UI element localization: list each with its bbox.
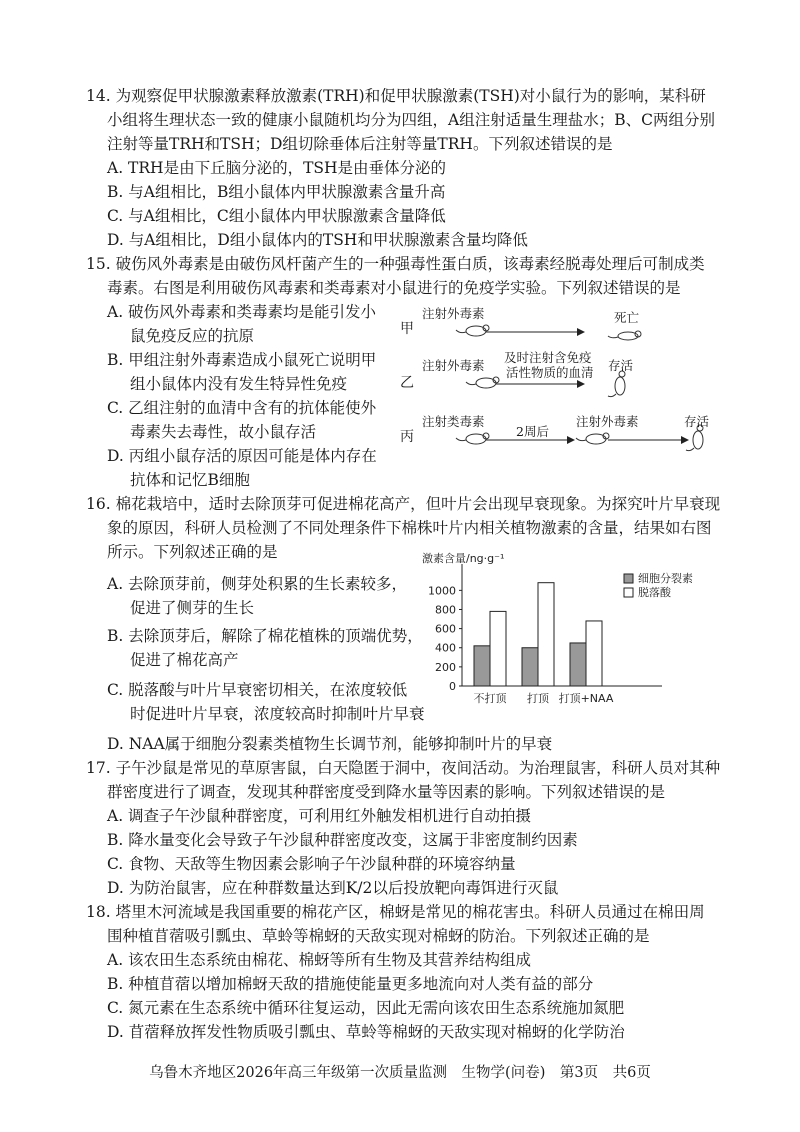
yi-serum-label-line-2: 活性物质的血清 [506,365,594,380]
q16-stem-line-3: 所示。下列叙述正确的是 [107,543,278,561]
q16-option-c-line-1: C. 脱落酸与叶片早衰密切相关，在浓度较低 [107,681,408,699]
y-axis-label: 激素含量/ng·g⁻¹ [422,552,505,565]
y-tick-label: 800 [435,603,456,617]
q15-stem-line-2: 毒素。右图是利用破伤风毒素和类毒素对小鼠进行的免疫学实验。下列叙述错误的是 [107,279,681,297]
x-tick-label: 打顶+NAA [558,692,614,705]
q15-stem-line-1: 15. 破伤风外毒素是由破伤风杆菌产生的一种强毒性蛋白质，该毒素经脱毒处理后可制成类 [86,255,705,273]
page-footer: 乌鲁木齐地区2026年高三年级第一次质量监测 生物学(问卷) 第3页 共6页 [149,1065,651,1081]
q14-option-d: D. 与A组相比，D组小鼠体内的TSH和甲状腺激素含量均降低 [107,231,528,249]
group-jia-label: 甲 [400,321,414,337]
q14-option-c: C. 与A组相比，C组小鼠体内甲状腺激素含量降低 [107,207,446,225]
x-tick-label: 打顶 [527,692,549,705]
q15-option-d-line-1: D. 丙组小鼠存活的原因可能是体内存在 [107,447,377,465]
q14-stem-line-3: 注射等量TRH和TSH；D组切除垂体后注射等量TRH。下列叙述错误的是 [107,135,613,153]
mouse-icon [456,325,489,336]
q15-option-a-line-2: 鼠免疫反应的抗原 [130,327,255,345]
q17-option-c: C. 食物、天敌等生物因素会影响子午沙鼠种群的环境容纳量 [107,855,516,873]
q16-option-c-line-2: 时促进叶片早衰，浓度较高时抑制叶片早衰 [130,705,425,723]
bar-细胞分裂素-打顶 [522,648,538,686]
q18-stem-line-2: 围种植苜蓿吸引瓢虫、草蛉等棉蚜的天敌实现对棉蚜的防治。下列叙述正确的是 [107,927,650,945]
q18-option-c: C. 氮元素在生态系统中循环往复运动，因此无需向该农田生态系统施加氮肥 [107,999,625,1017]
mouse-icon [576,433,609,444]
mouse-icon [456,433,489,444]
bar-脱落酸-打顶+NAA [586,621,602,686]
group-yi-label: 乙 [400,375,414,391]
q16-stem-line-1: 16. 棉花栽培中，适时去除顶芽可促进棉花高产，但叶片会出现早衰现象。为探究叶片早衰现 [86,495,721,513]
legend-label: 细胞分裂素 [638,572,693,585]
standing-mouse-icon [608,371,625,397]
q18-option-a: A. 该农田生态系统由棉花、棉蚜等所有生物及其营养结构组成 [107,951,532,969]
q17-option-d: D. 为防治鼠害，应在种群数量达到K/2以后投放靶向毒饵进行灭鼠 [107,879,559,897]
bing-result-label: 存活 [684,414,710,429]
q14-stem-line-1: 14. 为观察促甲状腺激素释放激素(TRH)和促甲状腺激素(TSH)对小鼠行为的影响，某科研 [86,87,706,105]
y-tick-label: 0 [449,680,456,693]
group-bing-label: 丙 [400,429,414,445]
bar-脱落酸-打顶 [538,583,554,686]
q17-stem-line-2: 群密度进行了调查，发现其种群密度受到降水量等因素的影响。下列叙述错误的是 [107,783,666,801]
yi-inject-toxin-label: 注射外毒素 [422,358,485,373]
q16-option-a-line-2: 促进了侧芽的生长 [130,599,255,617]
q15-option-c-line-1: C. 乙组注射的血清中含有的抗体能使外 [107,399,377,417]
q14-option-b: B. 与A组相比，B组小鼠体内甲状腺激素含量升高 [107,183,446,201]
bing-inject-toxoid-label: 注射类毒素 [422,414,485,429]
legend-label: 脱落酸 [638,586,671,599]
immunology-experiment-diagram [398,302,728,452]
q16-option-d: D. NAA属于细胞分裂素类植物生长调节剂，能够抑制叶片的早衰 [107,735,553,753]
q14-option-a: A. TRH是由下丘脑分泌的，TSH是由垂体分泌的 [107,159,447,177]
q15-option-d-line-2: 抗体和记忆B细胞 [130,471,250,489]
q15-option-c-line-2: 毒素失去毒性，故小鼠存活 [130,423,317,441]
legend-swatch [624,574,633,583]
hormone-bar-chart [412,552,712,716]
q16-option-b-line-2: 促进了棉花高产 [130,651,239,669]
yi-serum-label-line-1: 及时注射含免疫 [504,350,592,365]
q16-option-b-line-1: B. 去除顶芽后，解除了棉花植株的顶端优势， [107,627,423,645]
q15-option-b-line-2: 组小鼠体内没有发生特异性免疫 [130,375,348,393]
x-tick-label: 不打顶 [473,692,507,705]
chart-svg [412,552,712,716]
legend-swatch [624,588,633,597]
y-tick-label: 600 [435,622,456,636]
q14-stem-line-2: 小组将生理状态一致的健康小鼠随机均分为四组，A组注射适量生理盐水；B、C两组分别 [107,111,715,129]
q16-stem-line-2: 象的原因，科研人员检测了不同处理条件下棉株叶片内相关植物激素的含量，结果如右图 [107,519,712,537]
yi-result-label: 存活 [608,358,634,373]
bar-细胞分裂素-打顶+NAA [570,643,586,686]
q16-option-a-line-1: A. 去除顶芽前，侧芽处积累的生长素较多， [107,575,408,593]
q17-option-a: A. 调查子午沙鼠种群密度，可利用红外触发相机进行自动拍摄 [107,807,532,825]
q18-stem-line-1: 18. 塔里木河流域是我国重要的棉花产区，棉蚜是常见的棉花害虫。科研人员通过在棉田周 [86,903,705,921]
bing-inject-toxin-label: 注射外毒素 [576,414,639,429]
jia-inject-toxin-label: 注射外毒素 [422,306,485,321]
q15-option-b-line-1: B. 甲组注射外毒素造成小鼠死亡说明甲 [107,351,377,369]
q17-option-b: B. 降水量变化会导致子午沙鼠种群密度改变，这属于非密度制约因素 [107,831,578,849]
q17-stem-line-1: 17. 子午沙鼠是常见的草原害鼠，白天隐匿于洞中，夜间活动。为治理鼠害，科研人员对其种 [86,759,721,777]
bing-two-weeks-label: 2周后 [516,424,549,439]
q15-option-a-line-1: A. 破伤风外毒素和类毒素均是能引发小 [107,303,377,321]
jia-result-label: 死亡 [614,310,640,325]
mouse-icon [466,377,499,388]
bar-脱落酸-不打顶 [490,611,506,686]
y-tick-label: 400 [435,641,456,655]
q18-option-d: D. 苜蓿释放挥发性物质吸引瓢虫、草蛉等棉蚜的天敌实现对棉蚜的化学防治 [107,1023,625,1041]
y-tick-label: 200 [435,660,456,674]
y-tick-label: 1000 [428,584,456,598]
q18-option-b: B. 种植苜蓿以增加棉蚜天敌的措施使能量更多地流向对人类有益的部分 [107,975,594,993]
bar-细胞分裂素-不打顶 [474,646,490,686]
dead-mouse-icon [608,331,641,340]
